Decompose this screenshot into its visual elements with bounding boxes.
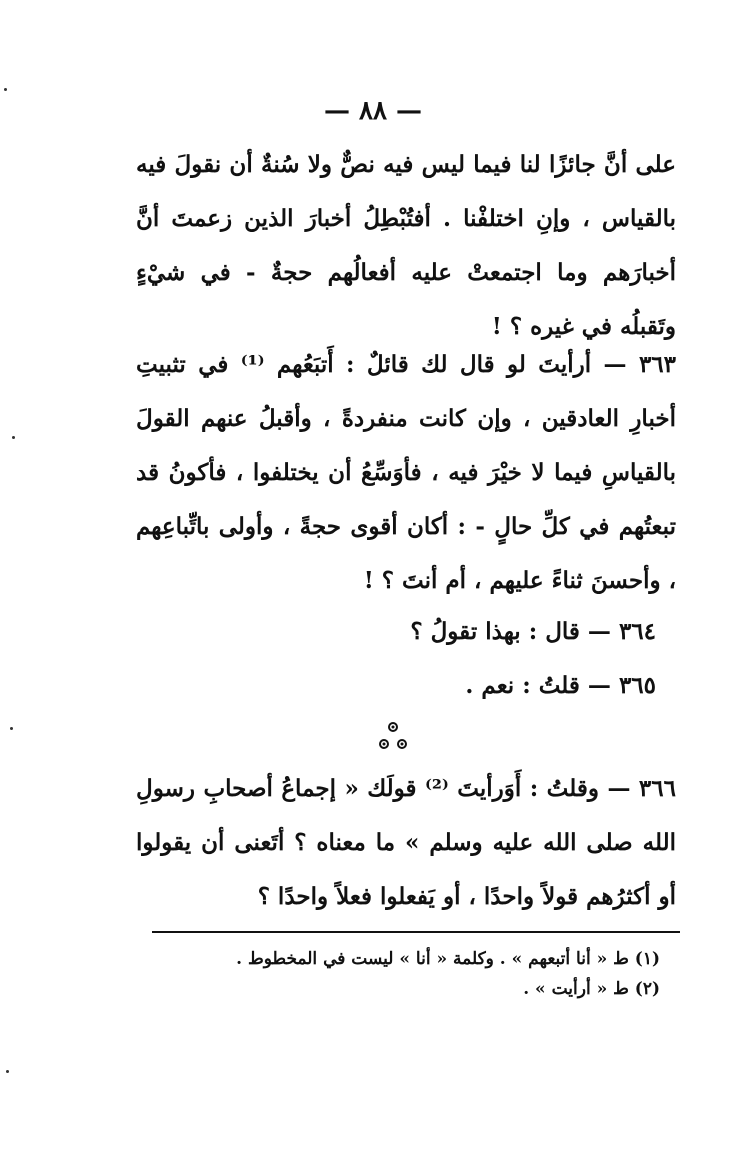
scan-speck bbox=[6, 1070, 9, 1073]
scan-speck bbox=[10, 727, 13, 730]
footnote-1: (١) ط « أنا أتبعهم » . وكلمة « أنا » ليست في المخطوط . bbox=[236, 949, 660, 969]
paragraph-363: ٣٦٣ — أرأيتَ لو قال لك قائلٌ : أَتبَعُهم ⁽¹⁾ في تثبيتِ أخبارِ العادقين ، وإن كانت منفردةً ، وأقبلُ عنهم القولَ بالقياسِ فيما لا خيْرَ فيه ، فأوَسِّعُ أن يختلفوا ، فأكونُ قد تبعتُهم في كلِّ حالٍ - : أكان أقوى حجةً ، وأولى باتِّباعِهم ، وأحسنَ ثناءً عليهم ، أم أنتَ ؟ ! bbox=[136, 351, 676, 594]
footnote-2: (٢) ط « أرأيت » . bbox=[523, 979, 660, 999]
scan-speck bbox=[12, 436, 15, 439]
page-number: — ٨٨ — bbox=[323, 96, 423, 126]
footnotes bbox=[160, 944, 660, 1004]
footnote-divider bbox=[152, 931, 680, 933]
three-star-ornament-icon bbox=[373, 718, 413, 758]
scan-speck bbox=[4, 88, 7, 91]
paragraph-365: ٣٦٥ — قلتُ : نعم . bbox=[465, 672, 656, 699]
paragraph-continuation: على أنَّ جائزًا لنا فيما ليس فيه نصٌّ ولا سُنةٌ أن نقولَ فيه بالقياس ، وإنِ اختلفْنا . أفتُبْطِلُ أخبارَ الذين زعمتَ أنَّ أخبارَهم وما اجتمعتْ عليه أفعالُهم حجةٌ - في شيْءٍ وتَقبلُه في غيره ؟ ! bbox=[136, 151, 676, 340]
paragraph-364: ٣٦٤ — قال : بهذا تقولُ ؟ bbox=[410, 618, 656, 645]
paragraph-366: ٣٦٦ — وقلتُ : أَوَرأيتَ ⁽²⁾ قولَك « إجماعُ أصحابِ رسولِ الله صلى الله عليه وسلم » ما معناه ؟ أتَعنى أن يقولوا أو أكثرُهم قولاً واحدًا ، أو يَفعلوا فعلاً واحدًا ؟ bbox=[136, 775, 676, 910]
